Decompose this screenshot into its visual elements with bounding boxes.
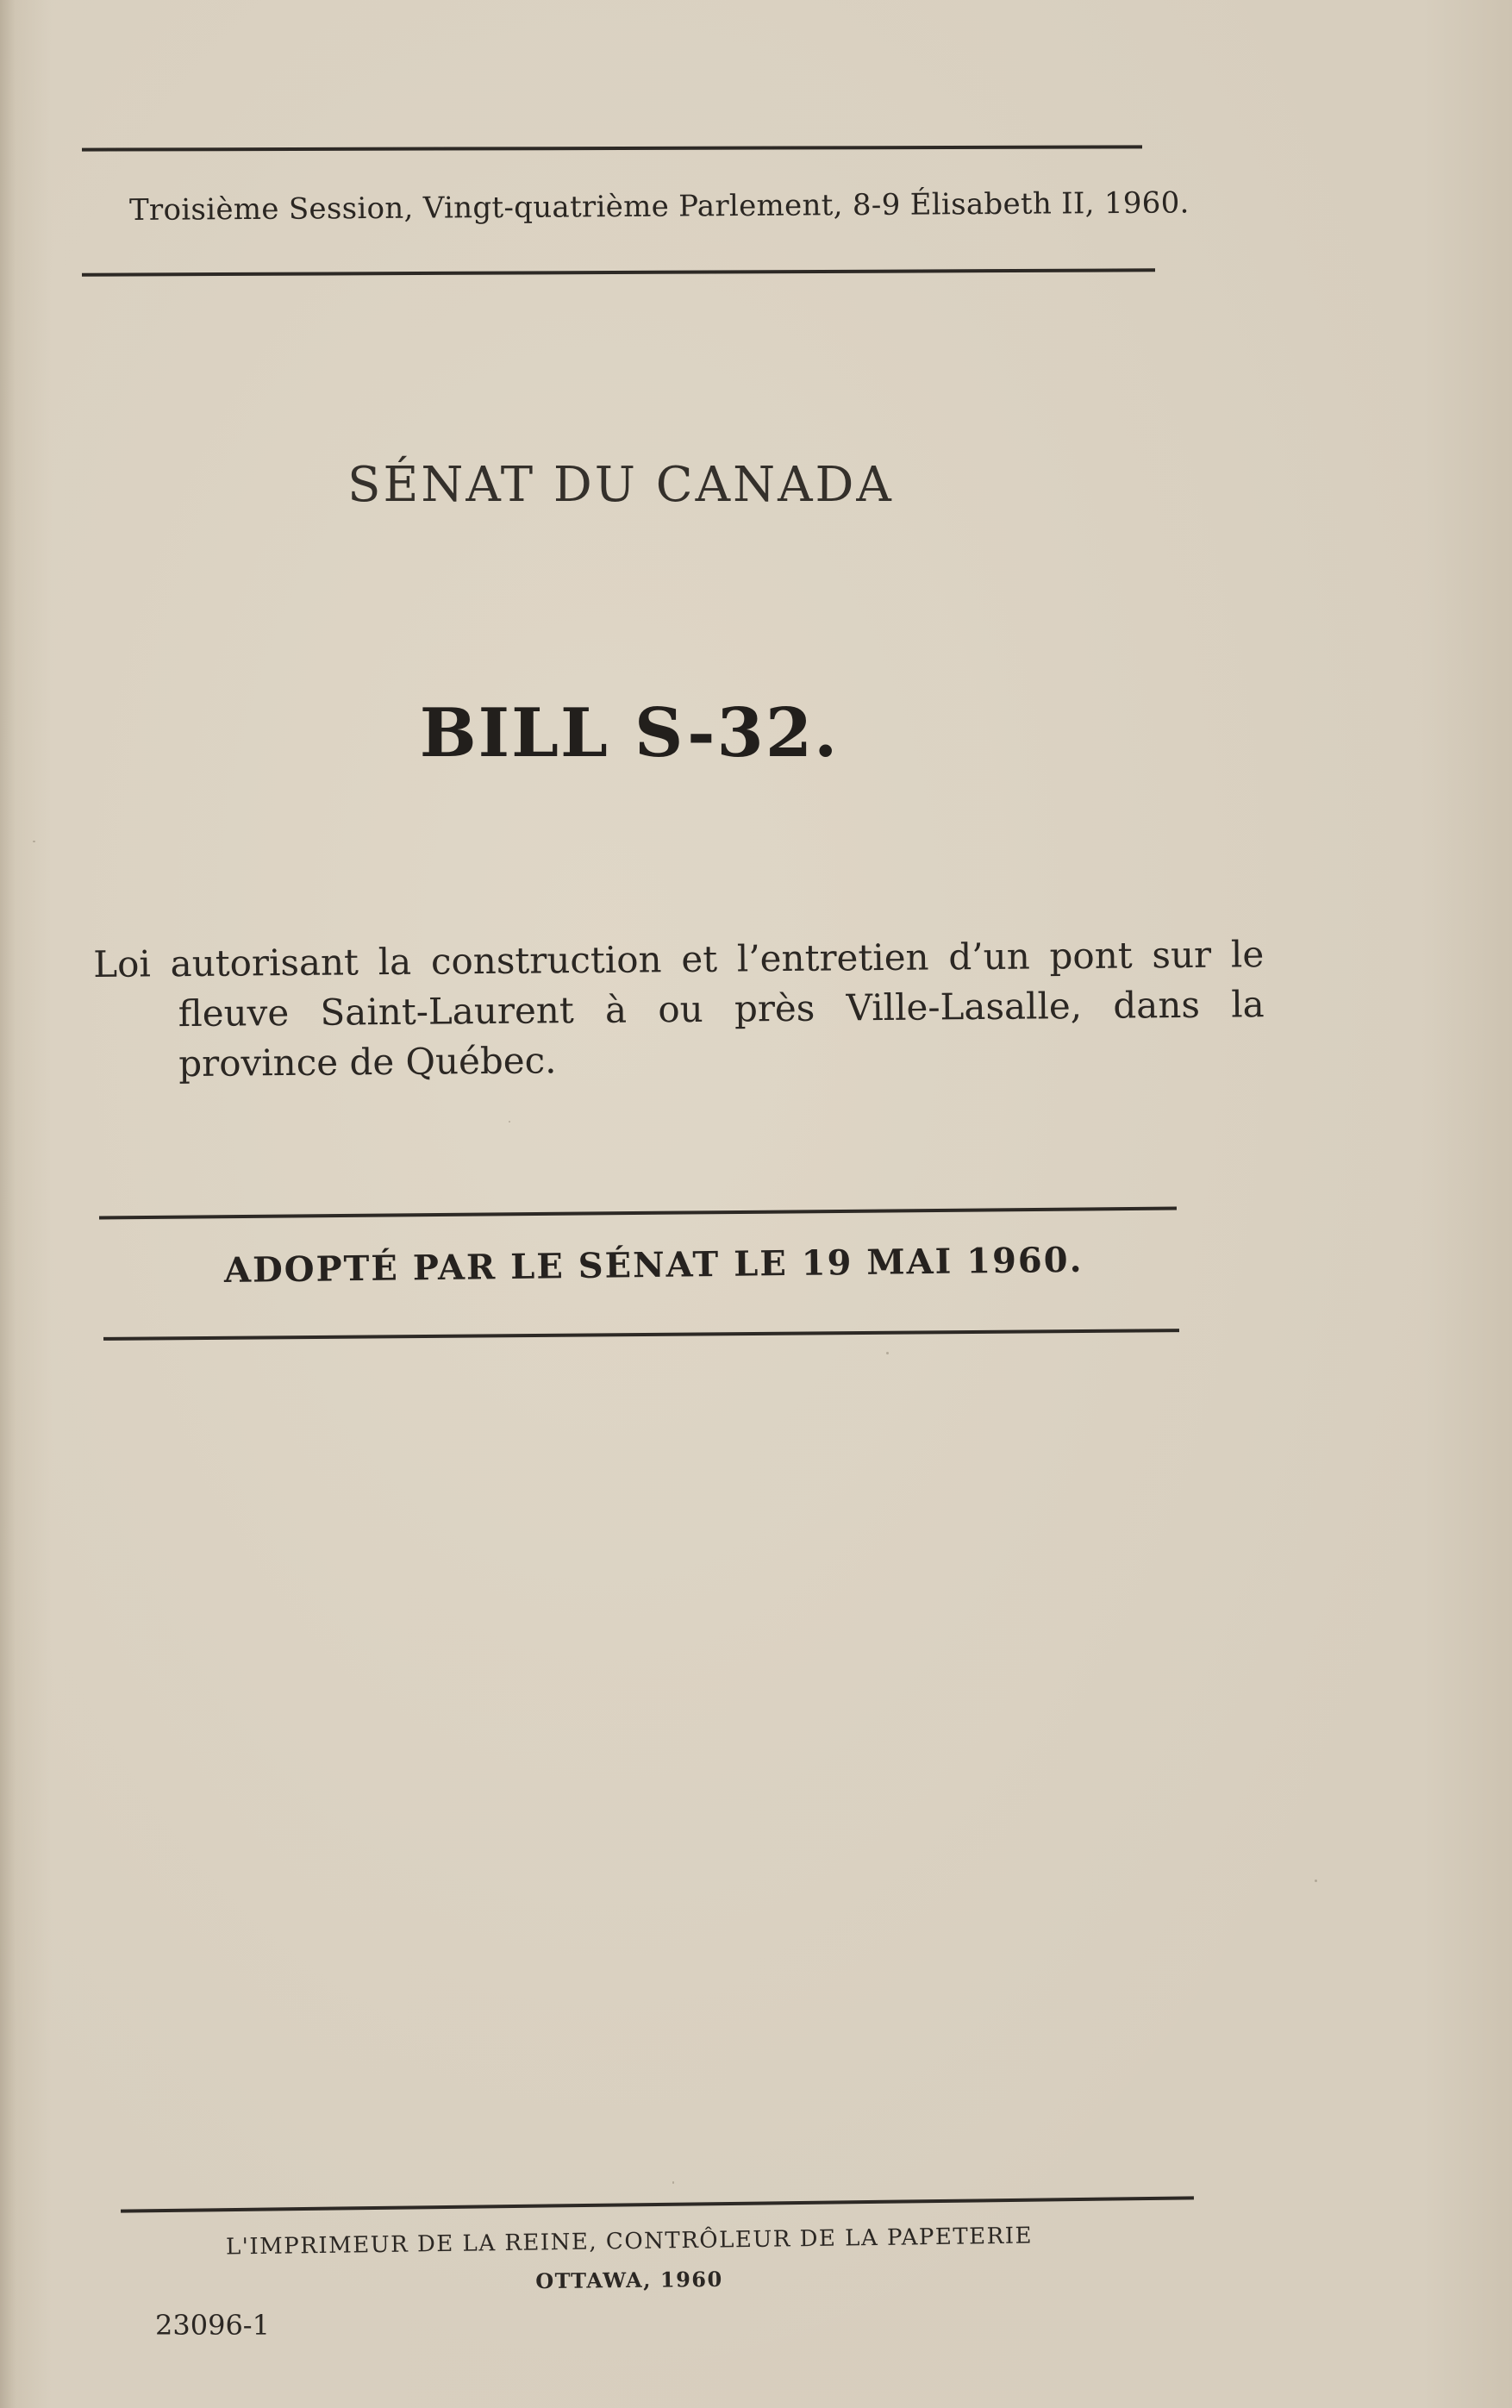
footer-rule [121, 2196, 1194, 2212]
printer-line: L'IMPRIMEUR DE LA REINE, CONTRÔLEUR DE LA PAPETERIE [225, 2223, 1034, 2261]
adoption-top-rule [99, 1207, 1177, 1220]
document-number: 23096-1 [155, 2309, 270, 2342]
adoption-statement: ADOPTÉ PAR LE SÉNAT LE 19 MAI 1960. [223, 1239, 1084, 1291]
header-top-rule [82, 145, 1142, 151]
header-bottom-rule [82, 268, 1155, 276]
session-line: Troisième Session, Vingt-quatrième Parlement, 8-9 Élisabeth II, 1960. [128, 185, 1190, 228]
paper-speck [1315, 1879, 1317, 1882]
paper-speck [672, 2181, 674, 2184]
city-year-line: OTTAWA, 1960 [535, 2266, 723, 2294]
bill-description: Loi autorisant la construction et l’entretien d’un pont sur le fleuve Saint-Laurent à ou près Ville-Lasalle, dans la province de Québec. [93, 933, 1265, 1085]
paper-speck [509, 1121, 510, 1123]
paper-speck [33, 841, 35, 842]
chamber-title: SÉNAT DU CANADA [347, 457, 894, 513]
paper-speck [886, 1352, 889, 1354]
adoption-bottom-rule [103, 1329, 1179, 1341]
bill-number: BILL S-32. [419, 694, 840, 772]
